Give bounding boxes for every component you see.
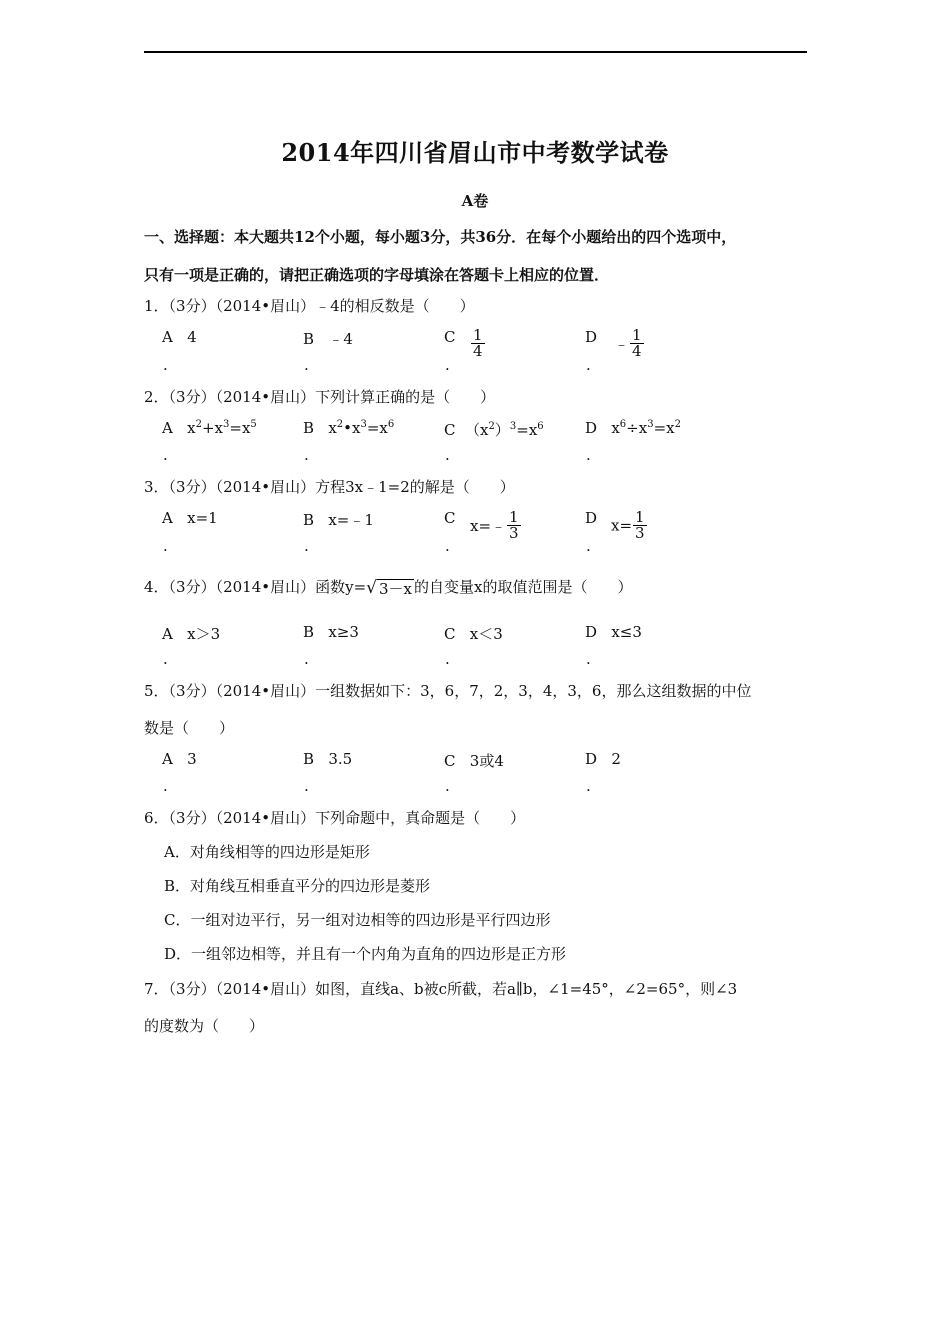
q6-option-d: D．一组邻边相等，并且有一个内角为直角的四边形是正方形: [164, 945, 567, 963]
stem-text: 的自变量x的取值范围是（ ）: [414, 578, 633, 596]
option-letter: A: [162, 750, 173, 768]
question-6-stem: 6．（3分）（2014•眉山）下列命题中，真命题是（ ）: [144, 809, 526, 827]
option-dot: .: [304, 446, 309, 464]
fraction-numerator: 1: [473, 326, 483, 344]
option-letter: C: [444, 328, 456, 346]
q5-option-d: [585, 750, 621, 768]
fraction-denominator: 4: [473, 342, 483, 360]
option-dot: .: [163, 356, 168, 374]
q3-option-c: [444, 509, 455, 527]
option-dot: .: [304, 537, 309, 555]
exam-title: 2014年四川省眉山市中考数学试卷: [281, 138, 669, 167]
option-text: 3: [187, 750, 197, 768]
q5-option-b: [303, 750, 352, 768]
option-letter: D: [585, 419, 598, 437]
option-text: x≥3: [328, 623, 359, 641]
q6-option-b: B．对角线互相垂直平分的四边形是菱形: [164, 877, 431, 895]
q6-option-c: C．一组对边平行，另一组对边相等的四边形是平行四边形: [164, 911, 551, 929]
option-letter: C: [444, 625, 456, 643]
option-dot: .: [304, 650, 309, 668]
q4-option-a: [162, 623, 220, 644]
option-letter: A: [162, 419, 173, 437]
option-letter: D: [585, 328, 598, 346]
option-text: x=﹣1: [328, 511, 374, 529]
option-letter: A: [162, 509, 173, 527]
option-dot: .: [163, 446, 168, 464]
option-letter: D: [585, 750, 598, 768]
option-letter: C: [444, 421, 456, 439]
fraction-numerator: 1: [632, 326, 642, 344]
header-rule: [144, 51, 807, 53]
q1-option-c-fraction: [470, 328, 486, 359]
section-instructions-line2: 只有一项是正确的，请把正确选项的字母填涂在答题卡上相应的位置．: [144, 266, 610, 284]
option-dot: .: [445, 537, 450, 555]
q1-option-c: [444, 328, 455, 346]
q3-option-c-fraction: [470, 510, 522, 541]
option-text: 3.5: [328, 750, 353, 768]
fraction-denominator: 4: [632, 342, 642, 360]
option-letter: B: [303, 750, 315, 768]
option-prefix: x=: [611, 516, 633, 535]
option-text: x≤3: [611, 623, 642, 641]
q1-option-d-fraction: [614, 328, 645, 359]
option-text: ﹣4: [328, 330, 353, 348]
fraction-denominator: 3: [635, 524, 645, 542]
option-dot: .: [586, 777, 591, 795]
q3-option-d: [585, 509, 597, 527]
option-letter: B: [303, 623, 315, 641]
fraction-numerator: 1: [635, 508, 645, 526]
option-letter: A: [162, 328, 173, 346]
q2-option-a: A $x^2+x^3=x^5$: [162, 419, 257, 437]
radicand: 3－x: [379, 580, 413, 599]
q3-option-b: [303, 509, 374, 530]
question-1-stem: 1．（3分）（2014•眉山）﹣4的相反数是（ ）: [144, 297, 475, 315]
question-7-stem-line1: 7．（3分）（2014•眉山）如图，直线a、b被c所截，若a∥b，∠1=45°，∠2=65°，则∠3: [144, 980, 738, 998]
section-instructions-line1: 一、选择题：本大题共12个小题，每小题3分，共36分．在每个小题给出的四个选项中，: [144, 228, 737, 246]
option-letter: B: [303, 330, 315, 348]
option-dot: .: [586, 356, 591, 374]
q3-option-a: [162, 509, 218, 527]
question-5-stem-line1: 5．（3分）（2014•眉山）一组数据如下：3，6，7，2，3，4，3，6，那么这组数据的中位: [144, 682, 752, 700]
option-dot: .: [586, 537, 591, 555]
option-prefix: x=﹣: [470, 517, 507, 535]
stem-text: 4．（3分）（2014•眉山）函数: [144, 578, 346, 596]
q6-option-a: A．对角线相等的四边形是矩形: [164, 843, 370, 861]
q4-option-d: [585, 623, 642, 641]
option-dot: .: [304, 356, 309, 374]
minus-sign: ﹣: [614, 335, 630, 353]
q2-option-d: D $x^6\div x^3=x^2$: [585, 419, 681, 437]
option-dot: .: [586, 650, 591, 668]
fraction-denominator: 3: [509, 524, 519, 542]
q4-option-c: [444, 623, 503, 644]
q5-option-a: [162, 750, 197, 768]
question-2-stem: 2．（3分）（2014•眉山）下列计算正确的是（ ）: [144, 388, 496, 406]
function-lhs: y=: [345, 578, 367, 596]
option-letter: C: [444, 752, 456, 770]
option-dot: .: [445, 777, 450, 795]
section-label: A卷: [461, 192, 489, 210]
option-letter: B: [303, 419, 315, 437]
option-dot: .: [163, 777, 168, 795]
option-text: x=1: [187, 509, 218, 527]
q5-option-c: [444, 750, 504, 771]
option-letter: D: [585, 509, 598, 527]
option-dot: .: [586, 446, 591, 464]
option-text: x＜3: [469, 625, 503, 643]
option-text: 4: [187, 328, 197, 346]
option-dot: .: [445, 446, 450, 464]
q2-option-c: C $(x^2)^3=x^6$: [444, 421, 544, 439]
question-5-stem-line2: 数是（ ）: [144, 719, 235, 737]
option-letter: A: [162, 625, 173, 643]
option-letter: C: [444, 509, 456, 527]
q2-option-b: B $x^2•x^3=x^6$: [303, 419, 395, 437]
option-dot: .: [445, 356, 450, 374]
q1-option-a: [162, 328, 197, 346]
question-7-stem-line2: 的度数为（ ）: [144, 1017, 265, 1035]
question-4-stem: [144, 576, 633, 598]
fraction-numerator: 1: [509, 508, 519, 526]
q4-option-b: [303, 623, 359, 641]
option-text: 2: [611, 750, 621, 768]
q1-option-d: [585, 328, 597, 346]
q3-option-d-fraction: [611, 510, 648, 541]
option-text: x＞3: [187, 625, 221, 643]
option-letter: B: [303, 511, 315, 529]
option-letter: D: [585, 623, 598, 641]
option-dot: .: [163, 650, 168, 668]
option-dot: .: [304, 777, 309, 795]
question-3-stem: 3．（3分）（2014•眉山）方程3x﹣1=2的解是（ ）: [144, 478, 515, 496]
square-root: √ 3－x: [366, 577, 413, 599]
option-text: 3或4: [469, 752, 504, 770]
q1-option-b: [303, 328, 353, 349]
option-dot: .: [445, 650, 450, 668]
option-dot: .: [163, 537, 168, 555]
